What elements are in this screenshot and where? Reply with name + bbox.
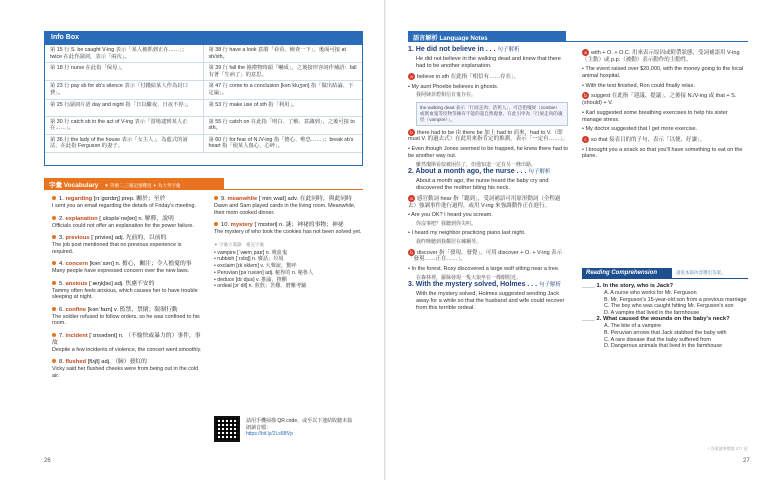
point-marker-icon: c — [582, 136, 589, 143]
note-point-text: • My doctor suggested that I get more exercise. — [582, 126, 698, 133]
section-heading-zh: 句子解析 — [539, 281, 562, 288]
vocabulary-title — [44, 178, 224, 189]
vocabulary-note: ✦ 字彙大蒐錄：補充字彙 — [214, 241, 265, 247]
vocabulary-word: incident — [65, 332, 88, 339]
bullet-icon — [214, 196, 218, 200]
answer-option[interactable]: B. Mr. Ferguson's 15-year-old son from a previous marriage — [604, 296, 747, 303]
bullet-icon — [52, 333, 56, 337]
vocabulary-entry — [52, 235, 202, 255]
vocabulary-example: Vicky said her flushed cheeks were from being out in the cold air. — [52, 366, 199, 379]
bullet-icon — [52, 196, 56, 200]
vocabulary-pronunciation: [flʌʃt] adj. — [86, 359, 113, 365]
note-point — [582, 110, 748, 123]
note-point-text: • In the forest, Rosy discovered a large wolf sitting near a tree. — [408, 265, 560, 272]
bullet-icon — [52, 281, 56, 285]
vocabulary-pronunciation: [ˈminˌwaɪl] adv. — [257, 196, 300, 202]
note-point-translation: 我昨晚聽到我鄰居在練鋼琴。 — [416, 239, 482, 246]
note-point-translation: 我阿姨菲碧相信有鬼存在。 — [416, 92, 477, 99]
answer-option[interactable]: B. Peruvian arrows that Jack stabbed the baby with — [604, 329, 727, 336]
vocabulary-word: meanwhile — [227, 196, 258, 202]
vocabulary-number: 9. — [221, 196, 228, 202]
vocabulary-pronunciation: [kənˈsɝn] n. — [88, 261, 122, 267]
reading-question-list — [582, 283, 748, 350]
note-point — [582, 147, 748, 160]
supplementary-word: • ordeal [ɔrˈdil] n. 煎熬；苦難、磨難考驗 — [214, 283, 307, 290]
bullet-icon — [52, 261, 56, 265]
vocabulary-definition: 在此同時，與此同時 — [299, 196, 352, 202]
vocabulary-column-a — [52, 196, 202, 385]
note-point — [408, 266, 568, 273]
info-box-cell: 第 38 行 have a look 意謂「看看、檢查一下」，後面可接 at sb/sth。 — [204, 45, 363, 63]
info-box-cell: 第 25 行副詞片語 day and night 指「日以繼夜、日夜不停」。 — [45, 100, 204, 117]
note-point-text: • Karl suggested some breathing exercises to help his sister manage stress. — [582, 109, 728, 123]
answer-option[interactable]: A. A nurse who works for Mr. Ferguson — [604, 290, 697, 296]
bullet-icon — [52, 359, 56, 363]
vocabulary-word: explanation — [65, 215, 98, 222]
note-point — [408, 230, 568, 237]
page-number-left: 26 — [44, 458, 51, 464]
qr-caption-text: 請用手機掃描 QR code，或至以下連結收聽本篇朗讀音檔： — [246, 418, 353, 431]
reading-comprehension-divider — [582, 278, 748, 279]
vocabulary-word: confine — [65, 306, 87, 313]
note-point — [408, 73, 568, 81]
note-point — [582, 136, 748, 144]
vocabulary-word-line — [52, 307, 202, 314]
bullet-icon — [52, 235, 56, 239]
qr-code-image[interactable] — [214, 416, 240, 442]
info-box-cell: 第 39 行 fall the 撞禮物時頭「嚇成」，之後接形容詞作補語：fall 有著「生病了」的意思。 — [204, 63, 363, 81]
qr-caption — [246, 418, 356, 438]
vocabulary-definition: 解釋，說明 — [144, 215, 174, 222]
section-sentence: About a month ago, the nurse heard the baby cry and discovered the mother biting his neck. — [416, 177, 549, 191]
vocabulary-definition: （臉）發紅的 — [112, 359, 147, 365]
section-heading — [408, 46, 568, 54]
language-notes-divider — [408, 41, 748, 42]
supplementary-word: • deduce [dɪˈdjus] v. 推論，推斷 — [214, 276, 288, 283]
note-point — [408, 195, 568, 209]
supplementary-word: • vampire [ˈvæmˌpaɪr] n. 吸血鬼 — [214, 249, 288, 256]
section-heading-zh: 句子解析 — [497, 47, 520, 53]
vocabulary-column-b — [214, 196, 364, 290]
info-box-cell: 第 53 行 make use of sth 指「利用」。 — [204, 100, 363, 117]
vocabulary-definition: （不愉快或暴力的）事件，事故 — [52, 332, 201, 346]
note-point-text: with + O. + O.C. 用來表示原因或附帶狀態，受詞補語用 V-ing（主動）或 p.p.（被動）表示動作的主動性。 — [582, 49, 740, 63]
vocabulary-entry — [52, 261, 202, 275]
vocabulary-entry — [52, 307, 202, 327]
info-box-cell: 第 15 行 S. be caught V-ing 表示「某人被抓到正在……」；twice 在此作副詞，表示「兩次」。 — [45, 45, 204, 63]
section-heading-text: 3. With the mystery solved, Holmes . . . — [408, 280, 540, 288]
note-point-text: discover 指「發現、發覺」，可用 discover + O. + V-ing 表示「發現……正在……」。 — [408, 249, 563, 263]
reading-comprehension-title: Reading Comprehension — [582, 268, 672, 278]
audio-link[interactable]: https://bit.ly/2Ls6BVp — [246, 431, 293, 437]
vocabulary-word-line — [52, 333, 202, 347]
vocabulary-entry — [52, 216, 202, 230]
vocabulary-word: concern — [65, 261, 89, 267]
vocabulary-word: anxious — [65, 280, 88, 287]
info-box-cell: 第 36 行 the lady of the house 表示「女主人」，為藍式的說法，在此指 Ferguson 的妻子。 — [45, 135, 204, 153]
answer-option[interactable]: A. The bite of a vampire — [604, 323, 662, 330]
vocabulary-definition: 關於；至於 — [136, 196, 166, 202]
note-point — [582, 92, 748, 106]
supplementary-word: • Peruvian [pəˈruviən] adj. 秘魯的 n. 秘魯人 — [214, 269, 314, 276]
vocabulary-example: The job post mentioned that no previous experience is required. — [52, 242, 182, 255]
note-point — [408, 249, 568, 263]
note-point-text: • With the test finished, Ron could finally relax. — [582, 82, 695, 89]
vocabulary-number: 2. — [59, 215, 66, 222]
section-heading-text: 2. About a month ago, the nurse . . . — [408, 167, 529, 175]
vocabulary-example: I sent you an email regarding the details of Friday's meeting. — [52, 203, 196, 209]
note-point-text: suggest 在此指「建議、提議」，之後接 N./V-ing 或 that + S. (should) + V. — [582, 93, 737, 107]
vocabulary-pronunciation: [ˈæŋkʃəs] adj. — [87, 280, 126, 287]
note-point-translation: 你沒事吧？我聽到你尖叫。 — [416, 221, 477, 227]
section-heading — [408, 281, 568, 289]
answer-option[interactable]: C. The boy who was caught hitting Mr. Ferguson's son — [604, 303, 734, 310]
supplementary-word: • exclaim [ɪkˈsklem] v. 大聲說，驚呼 — [214, 263, 297, 270]
note-point-text: • I heard my neighbor practicing piano last night. — [408, 230, 526, 237]
vocabulary-definition: 謎；神祕的事物；神祕 — [285, 222, 344, 228]
page-number-right: 27 — [743, 458, 750, 464]
info-box-cell: 第 55 行 catch on 在此指「明白、了解、意識到」，之後可接 to sth。 — [204, 117, 363, 135]
vocabulary-pronunciation: [kənˈfaɪn] v. — [86, 306, 120, 313]
info-box-cell: 第 18 行 nurse 在此指「保母」。 — [45, 63, 204, 81]
vocabulary-example: The mystery of who took the cookies has not been solved yet. — [214, 229, 362, 235]
vocabulary-example: Dawn and Sam played cards in the living room. Meanwhile, their mom cooked dinner. — [214, 203, 356, 216]
note-point-text: • Are you OK? I heard you scream. — [408, 212, 493, 219]
vocabulary-entry — [52, 196, 202, 210]
info-box-grid — [45, 45, 362, 153]
reading-question: ____ 1. In the story, who is Jack? — [582, 283, 674, 289]
right-page — [386, 0, 770, 480]
section-heading-text: 1. He did not believe in . . . — [408, 46, 498, 53]
vocabulary-definition: 擔心，關注；令人擔憂的事 — [121, 261, 192, 267]
vocabulary-entry — [52, 281, 202, 301]
point-marker-icon: b — [408, 129, 415, 136]
note-point-text: • I brought you a snack so that you'll have something to eat on the plane. — [582, 146, 743, 160]
vocabulary-word-line — [214, 222, 364, 229]
info-box — [44, 31, 363, 166]
bullet-icon — [214, 222, 218, 226]
vocabulary-example: Despite a few incidents of violence, the concert went smoothly. — [52, 346, 202, 353]
note-point — [582, 126, 748, 133]
note-point-text: 感官動詞 hear 指「聽到」，受詞補語可用原形動詞（全程過去）強調事件進行過程，或用 V-ing 來強調動作正在進行。 — [408, 195, 561, 209]
info-box-title: Info Box — [45, 32, 362, 45]
info-box-cell: 第 60 行 for fear of N./V-ing 指「擔心、唯恐……」；break sb's heart 指「使某人傷心、心碎」。 — [204, 135, 363, 153]
note-point-text: there had to be 由 there be 加上 had to 而來，had to V.（即 must V. 的過去式）在此用來指肯定的推測，表示「一定有……」。 — [408, 129, 568, 143]
note-point — [408, 129, 568, 143]
note-point — [408, 146, 568, 159]
tip-box: the walking dead 表示「行屍走肉；活死人」，可泛指殭屍（zombie）或吸血鬼等怪物等擁有不能的超自然現象，在此引申為「行屍走肉的魂怪（vampire）」。 — [416, 102, 568, 126]
reading-question: ____ 2. What caused the wounds on the baby's neck? — [582, 316, 730, 323]
answer-option[interactable]: D. A vampire that lived in the farmhouse — [604, 309, 700, 316]
note-point-text: • Even though Jones seemed to be trapped, he knew there had to be another way out. — [408, 146, 569, 159]
language-notes-column-a — [408, 46, 568, 315]
section-sentence: He did not believe in the walking dead and knew that there had to be another explanation. — [416, 56, 561, 69]
vocabulary-word-line — [52, 216, 202, 223]
vocabulary-number: 6. — [59, 306, 66, 313]
vocabulary-word: mystery — [230, 222, 253, 228]
point-marker-icon: a — [408, 73, 415, 80]
vocabulary-number: 1. — [59, 196, 66, 202]
vocabulary-number: 3. — [59, 235, 66, 241]
vocabulary-entry — [214, 222, 364, 236]
vocabulary-word-line — [52, 196, 202, 203]
section-heading — [408, 168, 568, 176]
vocabulary-pronunciation: [ˌɛkspləˈneʃən] n. — [97, 215, 145, 222]
vocabulary-word-line — [52, 281, 202, 288]
vocabulary-definition: 焦慮不安的 — [125, 280, 155, 287]
info-box-cell: 第 47 行 come to a conclusion [kənˈkluʒən] 指「做出結論、下定論」。 — [204, 81, 363, 99]
vocabulary-example: The soldier refused to follow orders, so he was confined to his room. — [52, 313, 200, 326]
vocabulary-subtitle: ▼ 英檢二,三級記憶難度 ✦ 為大考字彙 — [104, 183, 181, 188]
section-sentence: With the mystery solved, Holmes suggested sending Jack away for a while so that the husband and wife could recover from this terrible ordeal. — [416, 290, 565, 311]
bullet-icon — [52, 307, 56, 311]
point-marker-icon: b — [582, 92, 589, 99]
vocabulary-entry — [214, 196, 364, 216]
language-notes-title: 語言解析 Language Notes — [408, 31, 566, 41]
note-point-translation: 雖然瓊斯看似被困住了，但他知道一定有另一條出路。 — [416, 161, 537, 168]
vocabulary-word-line — [52, 261, 202, 268]
answer-option[interactable]: C. A rare disease that the baby suffered from — [604, 336, 711, 343]
vocabulary-definition: 先前的，以前的 — [125, 235, 167, 241]
bullet-icon — [52, 216, 56, 220]
reading-comprehension-subtitle: 請依本篇內容選出答案。 — [676, 270, 726, 275]
vocabulary-example: Tammy often feels anxious, which causes her to have trouble sleeping at night. — [52, 287, 198, 300]
point-marker-icon: b — [408, 249, 415, 256]
vocabulary-pronunciation: [ˈmɪstəri] n. — [252, 222, 286, 228]
note-point-text: • My aunt Phoebe believes in ghosts. — [408, 83, 499, 90]
vocabulary-divider — [44, 189, 363, 190]
vocabulary-entry — [52, 359, 202, 379]
vocabulary-section — [44, 174, 363, 444]
note-point-text: • The event raised over $20,000, with the money going to the local animal hospital. — [582, 66, 744, 80]
section-heading-zh: 句子解析 — [528, 168, 551, 175]
vocabulary-entry — [52, 333, 202, 354]
point-marker-icon: a — [408, 195, 415, 202]
info-box-cell: 第 23 行 pay sb for sb's silence 表示「付錢給某人作為封口費」。 — [45, 81, 204, 99]
vocabulary-pronunciation: [ˈpriviəs] adj. — [89, 235, 126, 241]
note-point-text: so that 接表目的的子句，表示「以便、好讓」。 — [591, 136, 706, 143]
vocabulary-example: Officials could not offer an explanation for the power failure. — [52, 222, 194, 229]
note-point — [408, 212, 568, 219]
vocabulary-word: previous — [65, 235, 90, 241]
vocabulary-number: 8. — [59, 359, 66, 365]
vocabulary-word-line — [214, 196, 364, 203]
answer-footnote: * 答案請參閱第 277 頁 — [708, 446, 748, 451]
note-point-text: believe in sth 在此指「相信有……存在」。 — [417, 73, 520, 80]
note-point — [408, 84, 568, 91]
vocabulary-pronunciation: [rɪˈgɑrdɪŋ] prep. — [92, 196, 137, 202]
note-point — [582, 66, 748, 79]
info-box-cell: 第 30 行 catch sb in the act of V-ing 表示「當場逮到某人正在……」。 — [45, 117, 204, 135]
vocabulary-number: 5. — [59, 280, 66, 287]
note-point-translation: 在森林裡，蘿絲發現一隻大狼坐在一棵樹附近。 — [416, 274, 522, 281]
vocabulary-word-line — [52, 235, 202, 242]
vocabulary-title-text: 字彙 Vocabulary — [49, 182, 99, 189]
vocabulary-number: 4. — [59, 261, 66, 267]
answer-option[interactable]: D. Dangerous animals that lived in the farmhouse — [604, 343, 723, 350]
note-point — [582, 83, 748, 90]
language-notes-column-b — [582, 46, 748, 162]
vocabulary-definition: 監禁、禁閉；限制行動 — [119, 306, 178, 313]
vocabulary-example: Many people have expressed concern over the new laws. — [52, 268, 190, 274]
vocabulary-word-line — [52, 359, 202, 366]
vocabulary-number: 10. — [221, 222, 231, 228]
vocabulary-pronunciation: [ˈɪnsədənt] n. — [87, 332, 126, 339]
vocabulary-number: 7. — [59, 332, 66, 339]
vocabulary-word: regarding — [65, 196, 93, 202]
supplementary-word: • rubbish [ˈrʌbɪʃ] n. 廢話；垃圾 — [214, 256, 284, 263]
vocabulary-word: flushed — [65, 359, 87, 365]
point-marker-icon: a — [582, 49, 589, 56]
note-point — [582, 49, 748, 63]
left-page — [0, 0, 384, 480]
